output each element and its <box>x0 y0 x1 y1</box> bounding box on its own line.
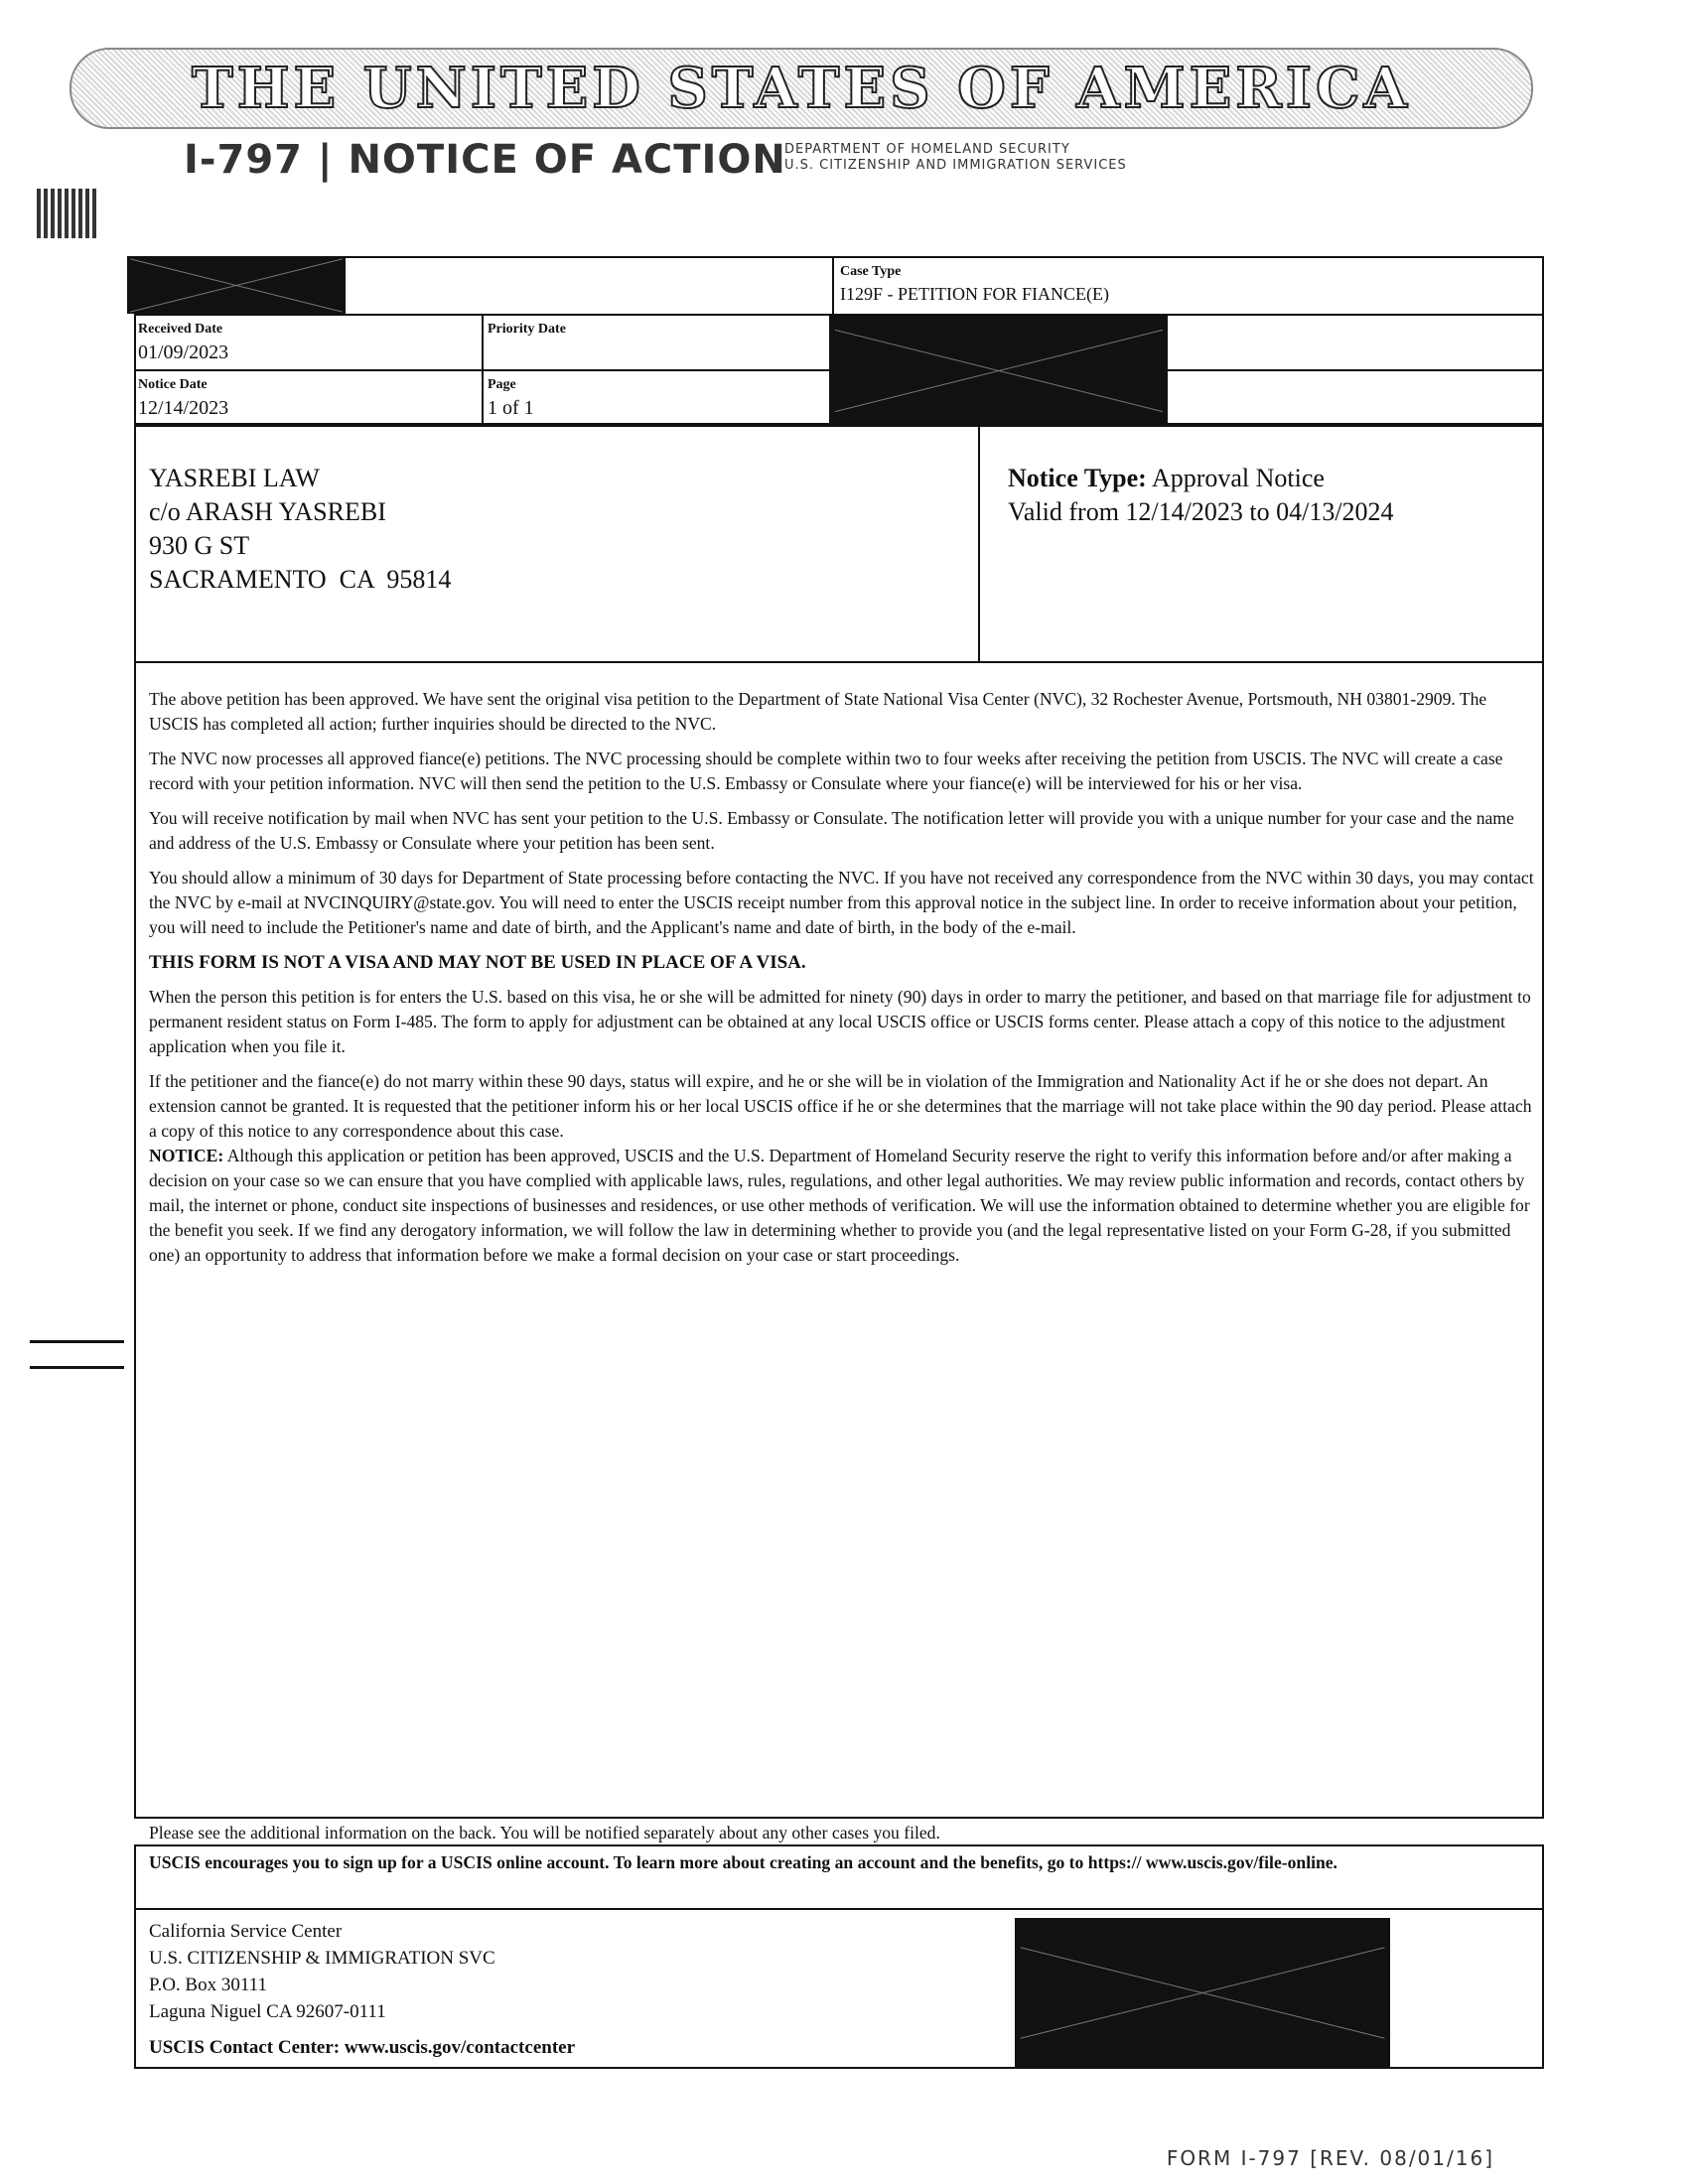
redaction <box>1015 1918 1390 2067</box>
page-value: 1 of 1 <box>488 397 534 419</box>
paragraph: The NVC now processes all approved fiance(e) petitions. The NVC processing should be complete within two to four weeks after receiving the petition from USCIS. The NVC will create a case record with your petition information. NVC will then send the petition to the U.S. Embassy or Consulate where your fiance(e) will be interviewed for his or her visa. <box>149 749 1503 793</box>
notice-date-label: Notice Date <box>138 377 208 392</box>
redaction <box>127 256 346 314</box>
priority-date-label: Priority Date <box>488 322 566 337</box>
received-date-label: Received Date <box>138 322 223 337</box>
form-title: I-797 | NOTICE OF ACTION <box>184 137 786 183</box>
mailing-address <box>149 462 451 597</box>
redaction <box>830 316 1168 425</box>
banner-title: THE UNITED STATES OF AMERICA <box>191 56 1412 121</box>
page-label: Page <box>488 377 516 392</box>
notice-date-value: 12/14/2023 <box>138 397 229 419</box>
divider <box>832 256 834 316</box>
form-revision: FORM I-797 [REV. 08/01/16] <box>1166 2146 1494 2170</box>
online-account-notice: USCIS encourages you to sign up for a USCIS online account. To learn more about creating an account and the benefits, go to https:// www.uscis.gov/file-online. <box>149 1852 1337 1872</box>
paragraph: The above petition has been approved. We have sent the original visa petition to the Department of State National Visa Center (NVC), 32 Rochester Avenue, Portsmouth, NH 03801-2909. The USCIS has completed all action; further inquiries should be directed to the NVC. <box>149 689 1487 734</box>
banner <box>70 48 1533 129</box>
paragraph: When the person this petition is for enters the U.S. based on this visa, he or she will be admitted for ninety (90) days in order to marry the petitioner, and based on that marriage file for adjustment to permanent resident status on Form I-485. The form to apply for adjustment can be obtained at any local USCIS office or USCIS forms center. Please attach a copy of this notice to the adjustment application when you file it. <box>149 987 1531 1056</box>
barcode-icon <box>37 189 96 238</box>
divider <box>978 425 980 663</box>
received-date-value: 01/09/2023 <box>138 341 229 363</box>
address-line: c/o ARASH YASREBI <box>149 497 386 526</box>
dept-line1: DEPARTMENT OF HOMELAND SECURITY <box>784 142 1070 157</box>
case-type-value: I129F - PETITION FOR FIANCE(E) <box>840 284 1109 304</box>
center-line: California Service Center <box>149 1921 343 1942</box>
notice-label: NOTICE: <box>149 1146 224 1165</box>
additional-info: Please see the additional information on the back. You will be notified separately about any other cases you filed. <box>149 1823 940 1843</box>
notice-type-value: Approval Notice <box>1151 464 1325 492</box>
contact-center: USCIS Contact Center: www.uscis.gov/contactcenter <box>149 2037 576 2058</box>
address-line: 930 G ST <box>149 531 250 560</box>
notice-body <box>149 687 1534 1278</box>
address-line: YASREBI LAW <box>149 464 320 492</box>
visa-warning: THIS FORM IS NOT A VISA AND MAY NOT BE USED IN PLACE OF A VISA. <box>149 952 806 973</box>
notice-type-block <box>1008 462 1394 529</box>
center-line: U.S. CITIZENSHIP & IMMIGRATION SVC <box>149 1948 495 1969</box>
service-center-address <box>149 1918 495 2025</box>
center-line: P.O. Box 30111 <box>149 1975 267 1995</box>
department-name <box>784 142 1127 174</box>
paragraph: You should allow a minimum of 30 days for Department of State processing before contacting the NVC. If you have not received any correspondence from the NVC within 30 days, you may contact the NVC by e-mail at NVCINQUIRY@state.gov. You will need to enter the USCIS receipt number from this approval notice in the subject line. In order to receive information about your petition, you will need to include the Petitioner's name and date of birth, and the Applicant's name and date of birth, in the body of the e-mail. <box>149 868 1534 937</box>
case-row-top <box>134 256 1544 316</box>
dept-line2: U.S. CITIZENSHIP AND IMMIGRATION SERVICES <box>784 158 1127 173</box>
mark <box>30 1366 124 1369</box>
paragraph: You will receive notification by mail when NVC has sent your petition to the U.S. Embassy or Consulate. The notification letter will provide you with a unique number for your case and the name and address of the U.S. Embassy or Consulate where your petition has been sent. <box>149 808 1514 853</box>
notice-type-label: Notice Type: <box>1008 464 1147 492</box>
divider <box>482 314 484 425</box>
paragraph: If the petitioner and the fiance(e) do not marry within these 90 days, status will expire, and he or she will be in violation of the Immigration and Nationality Act if he or she does not depart. An extension cannot be granted. It is requested that the petitioner inform his or her local USCIS office if he or she determines that the marriage will not take place within the 90 day period. Please attach a copy of this notice to any correspondence about this case. <box>149 1071 1532 1141</box>
center-line: Laguna Niguel CA 92607-0111 <box>149 2001 386 2022</box>
paragraph: Although this application or petition has been approved, USCIS and the U.S. Department of Homeland Security reserve the right to verify this information before and/or after making a decision on your case so we can ensure that you have complied with applicable laws, rules, regulations, and other legal authorities. We may review public information and records, contact others by mail, the internet or phone, conduct site inspections of businesses and residences, or use other methods of verification. We will use the information obtained to determine whether you are eligible for the benefit you seek. If we find any derogatory information, we will follow the law in determining whether to provide you (and the legal representative listed on your Form G-28, if you submitted one) an opportunity to address that information before we make a formal decision on your case or start proceedings. <box>149 1146 1530 1265</box>
validity-period: Valid from 12/14/2023 to 04/13/2024 <box>1008 497 1394 526</box>
mark <box>30 1340 124 1343</box>
case-type-label: Case Type <box>840 264 902 279</box>
address-line: SACRAMENTO CA 95814 <box>149 565 452 594</box>
